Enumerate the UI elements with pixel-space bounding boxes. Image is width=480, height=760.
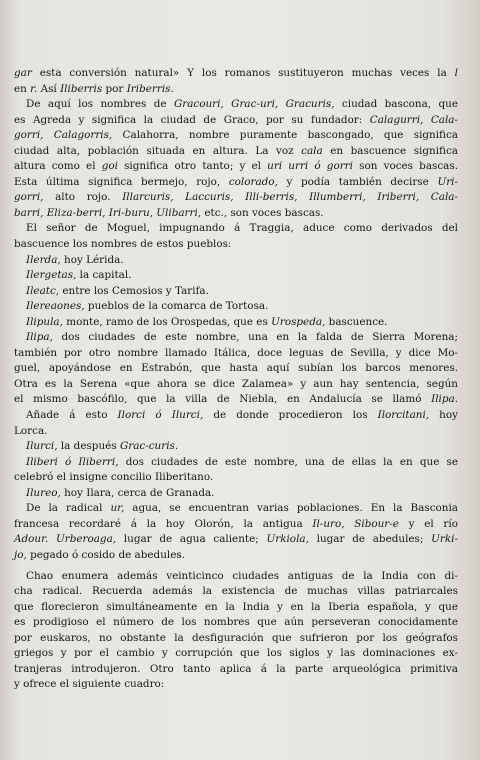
text-line: el mismo bascófilo, que la villa de Niebla, en Andalucía se llamó Ilipa. (14, 393, 458, 406)
text-line: Ilipula, monte, ramo de los Orospedas, que es Urospeda, bascuence. (26, 315, 388, 328)
page-text-body (14, 66, 458, 693)
text-line: y ofrece el siguiente cuadro: (14, 678, 165, 691)
text-line: Ilureo, hoy Ilara, cerca de Granada. (26, 486, 215, 499)
text-line: es Agreda y significa la ciudad de Graco, por su fundador: Calagurri, Cala- (14, 113, 458, 126)
text-line: gorri, Calagorris, Calahorra, nombre puramente bascongado, que significa (14, 129, 459, 142)
text-line: por euskaros, no obstante la desfiguración que sufrieron por los geógrafos (14, 631, 458, 644)
text-line: Ilereaones, pueblos de la comarca de Tortosa. (26, 300, 269, 313)
text-line: Ilipa, dos ciudades de este nombre, una en la falda de Sierra Morena; (26, 331, 458, 344)
text-line: es prodigioso el número de los nombres que aún perseveran conocidamente (14, 616, 458, 629)
text-line: cha radical. Recuerda además la existencia de muchas villas patriarcales (14, 585, 458, 598)
text-line: altura como el goi significa otro tanto; y el uri urri ó gorri son voces bascas. (14, 160, 458, 173)
text-line: Iliberi ó Iliberri, dos ciudades de este nombre, una de ellas la en que se (26, 455, 458, 468)
text-line: barri, Eliza-berri, Iri-buru, Ulibarri, etc., son voces bascas. (14, 206, 324, 219)
text-line: jo, pegado ó cosido de abedules. (14, 548, 185, 561)
text-line: De aquí los nombres de Gracouri, Grac-uri, Gracuris, ciudad bascona, que (26, 98, 458, 111)
text-line: griegos y por el cambio y corrupción que los siglos y las dominaciones ex- (14, 647, 458, 660)
text-line: tranjeras introdujeron. Otro tanto aplica á la parte arqueológica primitiva (14, 662, 458, 675)
text-line: Ileatc, entre los Cemosios y Tarifa. (26, 284, 209, 297)
text-line: en r. Así Iliberris por Iriberris. (14, 82, 174, 95)
text-line: también por otro nombre llamado Itálica, doce leguas de Sevilla, y dice Mo- (14, 346, 458, 359)
text-line: Ilerda, hoy Lérida. (26, 253, 124, 266)
text-line: Otra es la Serena «que ahora se dice Zalamea» y aun hay sentencia, según (14, 377, 458, 390)
text-line: De la radical ur, agua, se encuentran varias poblaciones. En la Basconia (26, 502, 458, 515)
text-line: bascuence los nombres de estos pueblos: (14, 238, 232, 251)
text-line: Añade á esto Ilorci ó Ilurci, de donde procedieron los Ilorcitani, hoy (26, 409, 458, 422)
text-line: Ilurci, la después Grac-curis. (26, 440, 179, 453)
text-line: celebró el insigne concilio Iliberitano. (14, 471, 214, 484)
text-line: que florecieron simultáneamente en la India y en la Iberia española, y que (14, 600, 458, 613)
text-line: Esta última significa bermejo, rojo, colorado, y podía también decirse Uri- (14, 175, 458, 188)
text-line: ciudad alta, población situada en altura. La voz cala en bascuence significa (14, 144, 458, 157)
text-line: francesa recordaré á la hoy Olorón, la antigua Il-uro, Sibour-e y el río (14, 517, 458, 530)
text-line: gar esta conversión natural» Y los romanos sustituyeron muchas veces la l (14, 67, 458, 79)
text-line: Chao enumera además veinticinco ciudades antiguas de la India con di- (26, 569, 458, 582)
text-line: Lorca. (14, 424, 48, 437)
text-line: gorri, alto rojo. Illarcuris, Laccuris, Illi-berris, Illumberri, Iriberri, Cala- (14, 191, 458, 204)
text-line: Adour. Urberoaga, lugar de agua caliente; Urkiola, lugar de abedules; Urki- (14, 533, 458, 546)
text-line: Ilergetas, la capital. (26, 269, 132, 282)
text-line: guel, apoyándose en Estrabón, que hasta aquí subían los barcos menores. (14, 362, 458, 375)
text-line: El señor de Moguel, impugnando á Traggia, aduce como derivados del (26, 222, 458, 235)
